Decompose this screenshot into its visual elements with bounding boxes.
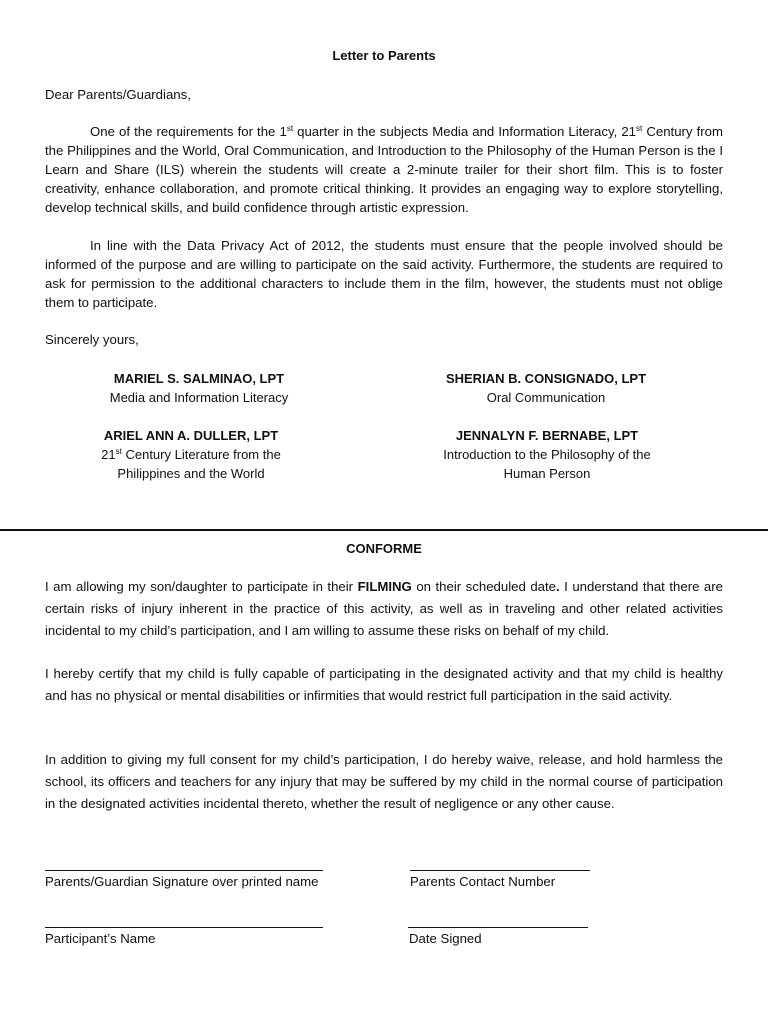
signatory-3-name: ARIEL ANN A. DULLER, LPT bbox=[103, 428, 279, 443]
paragraph-requirements-part-1: One of the requirements for the 1 bbox=[90, 124, 287, 139]
conforme-paragraph-consent-part-1: I am allowing my son/daughter to participate in their bbox=[45, 579, 358, 594]
paragraph-data-privacy bbox=[45, 236, 723, 312]
contact-number-label: Parents Contact Number bbox=[410, 874, 556, 889]
signatory-2 bbox=[416, 369, 676, 407]
paragraph-requirements bbox=[45, 122, 723, 217]
conforme-paragraph-waiver: In addition to giving my full consent for my child’s participation, I do hereby waive, release, and hold harmless the school, its officers and teachers for any injury that may be suffered by my child in the normal course of participation in the designated activities incidental thereto, whether the result of negligence or any other cause. bbox=[45, 752, 723, 811]
conforme-paragraph-consent-part-2: on their scheduled date bbox=[411, 579, 556, 594]
filming-emphasis: FILMING bbox=[357, 579, 412, 594]
signatory-3-ordinal-sup: st bbox=[115, 447, 122, 456]
signatory-4 bbox=[417, 426, 677, 483]
salutation: Dear Parents/Guardians, bbox=[45, 87, 191, 102]
signatory-2-name: SHERIAN B. CONSIGNADO, LPT bbox=[445, 371, 647, 386]
signatory-3-subject-line-2: Philippines and the World bbox=[117, 466, 265, 481]
parent-signature-label: Parents/Guardian Signature over printed name bbox=[45, 874, 319, 889]
signatory-1 bbox=[69, 369, 329, 407]
signatory-1-name: MARIEL S. SALMINAO, LPT bbox=[113, 371, 285, 386]
closing: Sincerely yours, bbox=[45, 332, 139, 347]
contact-number-line[interactable] bbox=[410, 870, 590, 871]
conforme-paragraph-consent-part-3: I understand that there are certain risks of injury inherent in the practice of this activity, as well as in traveling and other related activities incidental to my child’s participation, and I am willing to assume these risks on behalf of my child. bbox=[45, 579, 723, 638]
signatory-4-subject-line-1: Introduction to the Philosophy of the bbox=[443, 447, 651, 462]
date-signed-label: Date Signed bbox=[409, 931, 482, 946]
ordinal-sup-1: st bbox=[286, 124, 294, 133]
signatory-3-subject-text: Century Literature from the bbox=[121, 447, 281, 462]
letter-title: Letter to Parents bbox=[332, 48, 436, 63]
signatory-3-subject-number: 21 bbox=[101, 447, 116, 462]
signatory-3-subject-line-1 bbox=[61, 445, 321, 464]
paragraph-data-privacy-text: In line with the Data Privacy Act of 2012, the students must ensure that the people involved should be informed of the purpose and are willing to participate on the said activity. Furthermore, the students are required to ask for permission to the additional characters to include them in the film, however, the students must not oblige them to participate. bbox=[45, 238, 723, 310]
participant-name-label: Participant’s Name bbox=[45, 931, 156, 946]
signatory-4-subject-line-2: Human Person bbox=[503, 466, 591, 481]
conforme-paragraph-certify: I hereby certify that my child is fully capable of participating in the designated activity and that my child is healthy and has no physical or mental disabilities or infirmities that would restrict full participation in the said activity. bbox=[45, 666, 723, 703]
participant-name-line[interactable] bbox=[45, 927, 323, 928]
section-divider bbox=[0, 529, 768, 531]
parent-signature-line[interactable] bbox=[45, 870, 323, 871]
conforme-paragraph-consent bbox=[45, 576, 723, 642]
conforme-title: CONFORME bbox=[346, 541, 422, 556]
signatory-3 bbox=[61, 426, 321, 483]
signatory-1-subject: Media and Information Literacy bbox=[109, 390, 289, 405]
date-signed-line[interactable] bbox=[408, 927, 588, 928]
paragraph-requirements-part-3: Century from the Philippines and the World, Oral Communication, and Introduction to the Philosophy of the Human Person is the I Learn and Share (ILS) wherein the students will create a 2-minute trailer for their short film. This is to foster creativity, enhance collaboration, and promote critical thinking. It provides an engaging way to explore storytelling, develop technical skills, and build confidence through artistic expression. bbox=[45, 124, 723, 215]
signatory-4-name: JENNALYN F. BERNABE, LPT bbox=[455, 428, 639, 443]
signatory-2-subject: Oral Communication bbox=[486, 390, 606, 405]
ordinal-sup-2: st bbox=[636, 124, 643, 133]
paragraph-requirements-part-2: quarter in the subjects Media and Information Literacy, 21 bbox=[293, 124, 637, 139]
conforme-paragraph-consent-period: . bbox=[555, 579, 560, 594]
